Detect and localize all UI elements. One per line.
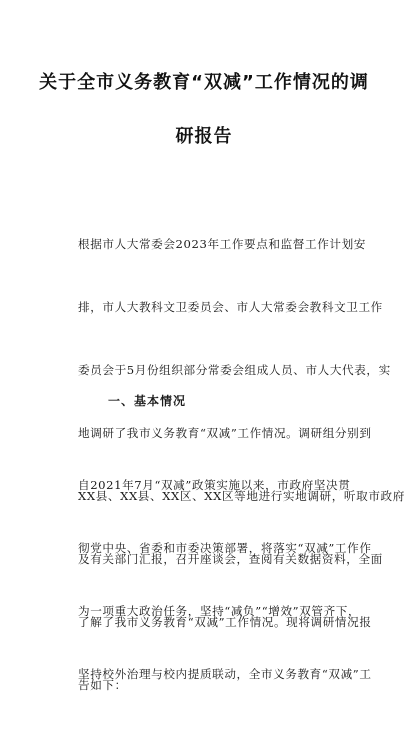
section-heading-basic-situation: 一、基本情况 [108, 394, 187, 408]
paragraph-line: 了解了我市义务教育“双减”工作情况。现将调研情况报 [78, 615, 372, 629]
paragraph-line: 排，市人大教科文卫委员会、市人大常委会教科文卫工作 [78, 300, 383, 314]
paragraph-line: 坚持校外治理与校内提质联动，全市义务教育“双减”工 [78, 667, 372, 681]
paragraph-line: 及有关部门汇报，召开座谈会，查阅有关数据资料，全面 [78, 552, 383, 566]
paragraph-line: 告如下： [78, 678, 127, 692]
document-title-line-2: 研报告 [175, 126, 233, 147]
document-title-line-1: 关于全市义务教育“双减”工作情况的调 [39, 72, 369, 93]
paragraph-line: 为一项重大政治任务，坚持“减负”“增效”双管齐下， [78, 604, 361, 618]
paragraph-line: XX县、XX县、XX区、XX区等地进行实地调研，听取市政府 [78, 489, 405, 503]
paragraph-line: 委员会于5月份组织部分常委会组成人员、市人大代表，实 [78, 363, 391, 377]
paragraph-line: 自2021年7月“双减”政策实施以来，市政府坚决贯 [78, 478, 351, 492]
paragraph-line: 彻党中央、省委和市委决策部署，将落实“双减”工作作 [78, 541, 372, 555]
paragraph-line: 地调研了我市义务教育“双减”工作情况。调研组分别到 [78, 426, 372, 440]
paragraph-line: 根据市人大常委会2023年工作要点和监督工作计划安 [78, 237, 366, 251]
